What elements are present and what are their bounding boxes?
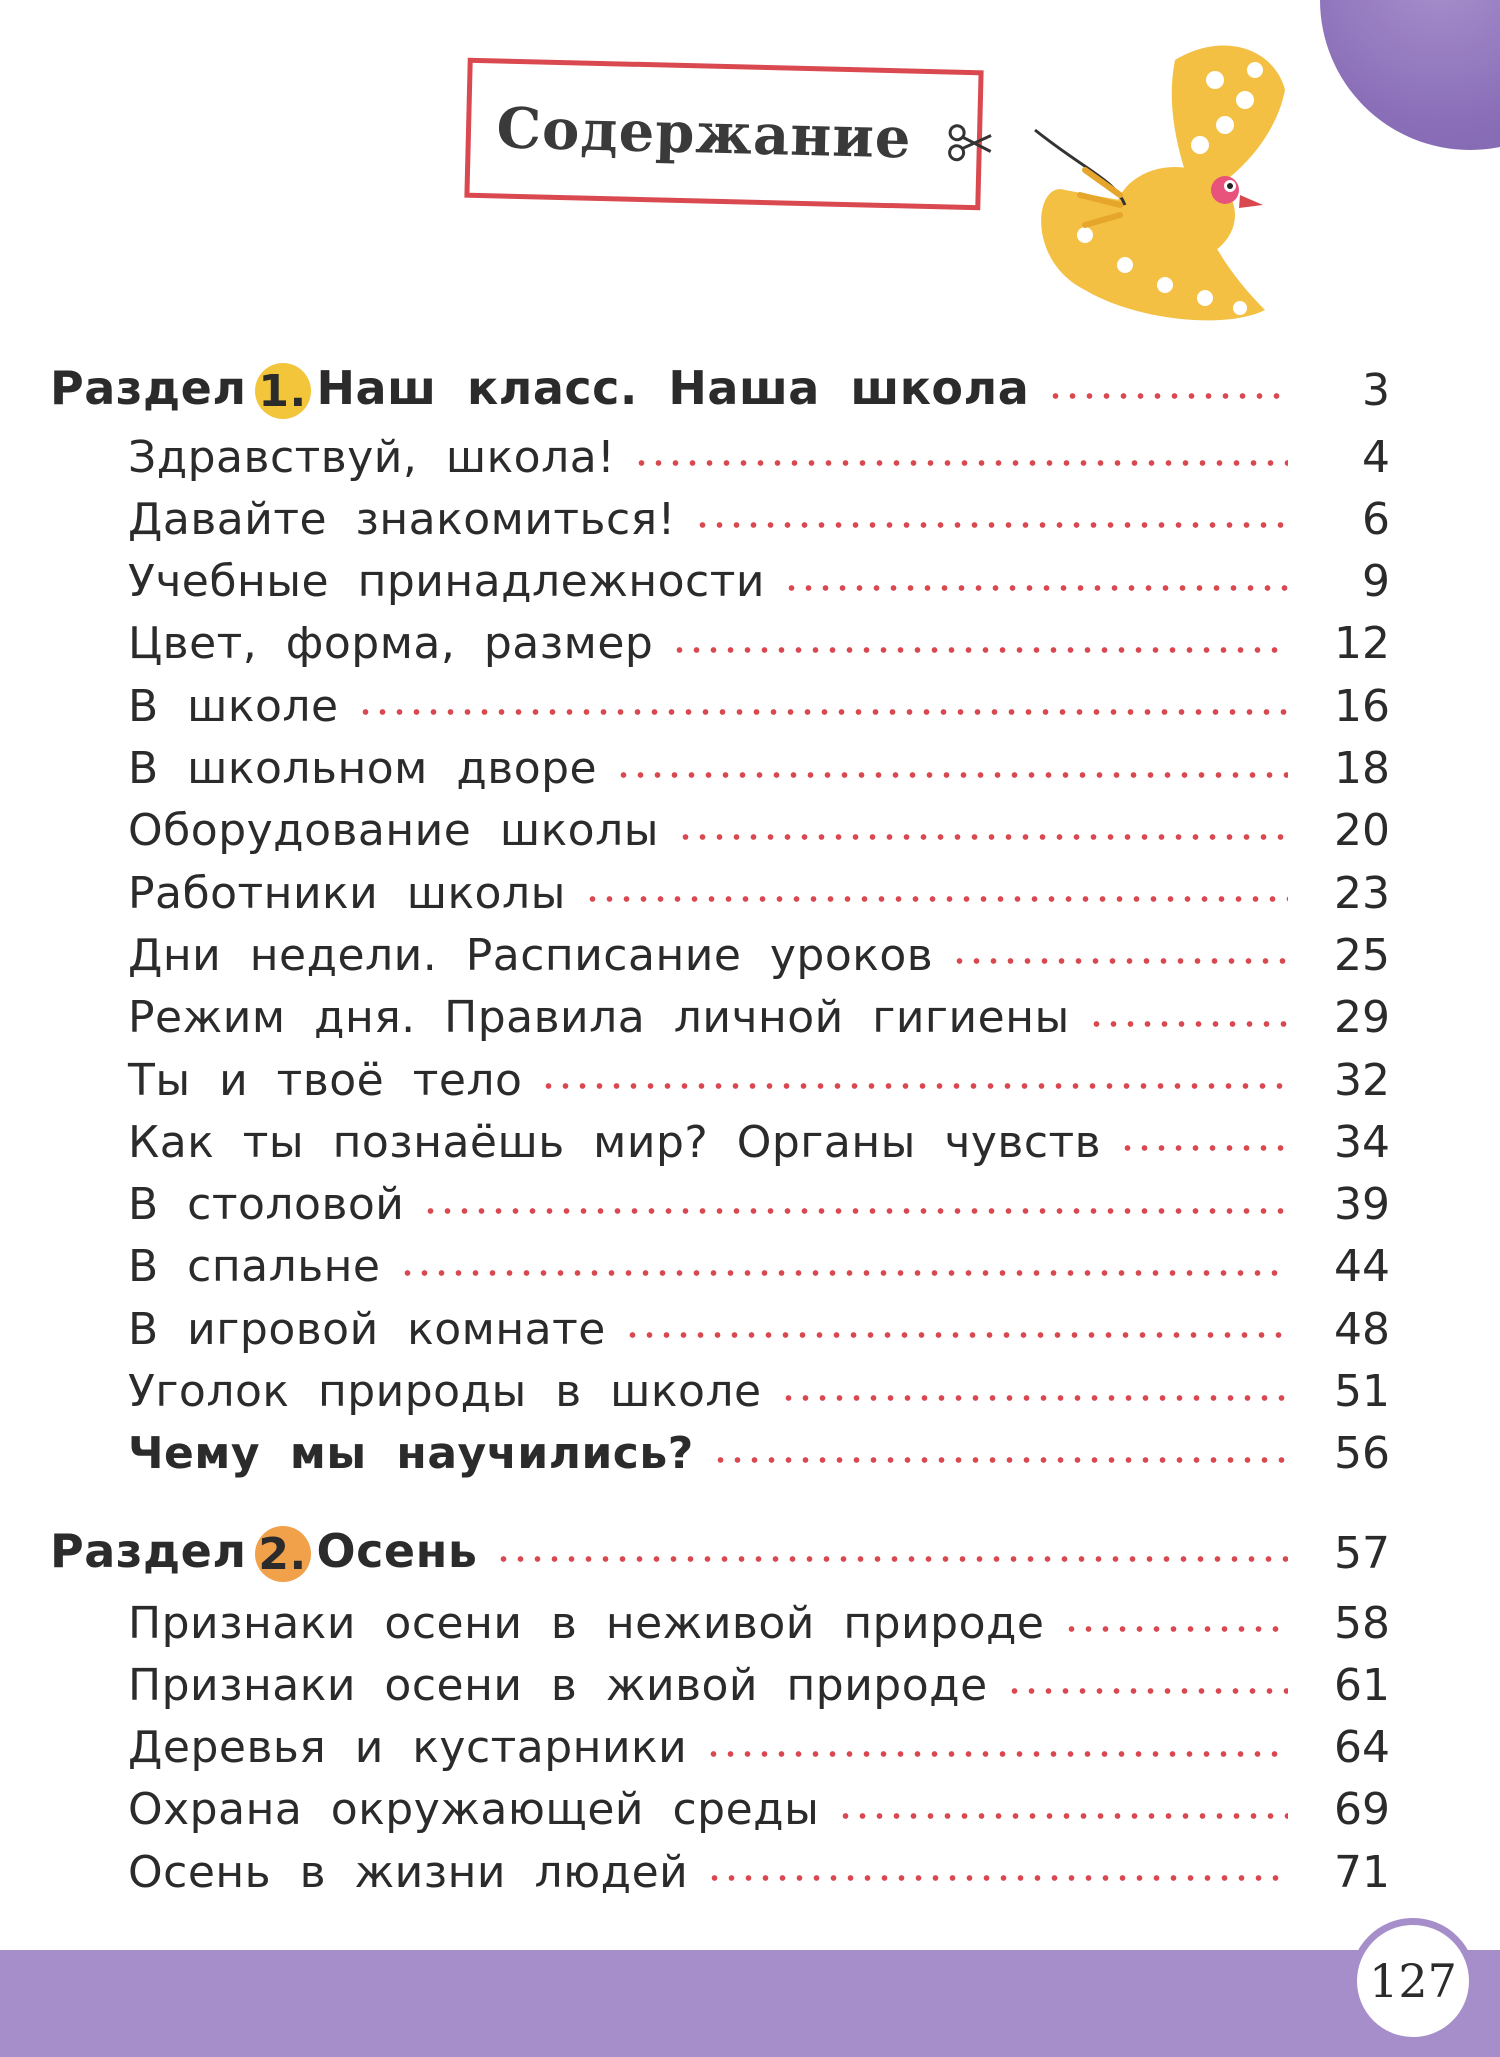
toc-entry-row bbox=[0, 1237, 1500, 1297]
toc-entry-row bbox=[0, 988, 1500, 1048]
section-number-badge: 1. bbox=[255, 363, 311, 419]
dot-leader bbox=[837, 1812, 1288, 1820]
dot-leader bbox=[705, 1750, 1288, 1758]
toc-entry-row bbox=[0, 1424, 1500, 1484]
dot-leader bbox=[712, 1456, 1288, 1464]
toc-entry-page: 32 bbox=[1334, 1054, 1390, 1106]
section-heading-row bbox=[0, 1523, 1500, 1583]
toc-entry-page: 58 bbox=[1334, 1597, 1390, 1649]
section-heading bbox=[50, 361, 1029, 420]
dot-leader bbox=[677, 833, 1288, 841]
bottom-band bbox=[0, 1950, 1500, 2057]
toc-entry-row bbox=[0, 1112, 1500, 1172]
toc-entry-label: Чему мы научились? bbox=[128, 1428, 694, 1480]
toc-entry-label: Режим дня. Правила личной гигиены bbox=[128, 992, 1070, 1044]
toc-entry-page: 20 bbox=[1334, 805, 1390, 857]
dot-leader bbox=[1047, 392, 1288, 400]
toc-entry-page: 6 bbox=[1362, 493, 1390, 545]
section-heading-row bbox=[0, 360, 1500, 420]
toc-entry-row bbox=[0, 1299, 1500, 1359]
section-title: Осень bbox=[316, 1523, 478, 1578]
toc-entry-label: В школе bbox=[128, 680, 339, 732]
toc-entry-label: Ты и твоё тело bbox=[128, 1054, 523, 1106]
dot-leader bbox=[671, 646, 1288, 654]
dot-leader bbox=[780, 1394, 1288, 1402]
dot-leader bbox=[633, 459, 1288, 467]
toc-entry-row bbox=[0, 1362, 1500, 1422]
bird-illustration bbox=[1025, 30, 1295, 350]
toc-entry-page: 25 bbox=[1334, 929, 1390, 981]
toc-entry-page: 44 bbox=[1334, 1241, 1390, 1293]
toc-entry-page: 4 bbox=[1362, 431, 1390, 483]
dot-leader bbox=[951, 957, 1288, 965]
toc-entry-label: Здравствуй, школа! bbox=[128, 431, 616, 483]
dot-leader bbox=[1119, 1144, 1288, 1152]
toc-entry-label: Охрана окружающей среды bbox=[128, 1784, 820, 1836]
toc-entry-label: В столовой bbox=[128, 1179, 405, 1231]
toc-entry-label: Осень в жизни людей bbox=[128, 1846, 689, 1898]
dot-leader bbox=[584, 895, 1288, 903]
dot-leader bbox=[694, 521, 1288, 529]
toc-entry-page: 64 bbox=[1334, 1722, 1390, 1774]
title-frame bbox=[464, 58, 983, 211]
toc-entry-row bbox=[0, 739, 1500, 799]
toc-entry-label: В спальне bbox=[128, 1241, 381, 1293]
toc-entry-page: 69 bbox=[1334, 1784, 1390, 1836]
toc-entry-label: В школьном дворе bbox=[128, 743, 598, 794]
dot-leader bbox=[540, 1082, 1288, 1090]
section-title: Наш класс. Наша школа bbox=[316, 360, 1030, 415]
dot-leader bbox=[399, 1269, 1289, 1277]
toc-entry-page: 23 bbox=[1334, 867, 1390, 919]
section-number-badge: 2. bbox=[255, 1526, 311, 1582]
toc-entry-row bbox=[0, 552, 1500, 612]
toc-entry-label: Признаки осени в живой природе bbox=[128, 1659, 988, 1711]
corner-decoration bbox=[1320, 0, 1500, 150]
toc-entry-row bbox=[0, 614, 1500, 674]
toc-entry-page: 29 bbox=[1334, 992, 1390, 1044]
scissors-icon bbox=[946, 122, 995, 163]
dot-leader bbox=[1063, 1625, 1289, 1633]
page-title: Содержание bbox=[495, 95, 913, 172]
toc-entry-page: 34 bbox=[1334, 1116, 1390, 1168]
toc-entry-page: 18 bbox=[1334, 743, 1390, 794]
section-prefix: Раздел bbox=[50, 1523, 247, 1578]
toc-entry-page: 12 bbox=[1334, 618, 1390, 670]
dot-leader bbox=[422, 1207, 1288, 1215]
toc-entry-row bbox=[0, 676, 1500, 736]
section-page-number: 57 bbox=[1334, 1527, 1390, 1579]
toc-entry-label: Признаки осени в неживой природе bbox=[128, 1597, 1045, 1649]
toc-entry-label: Работники школы bbox=[128, 867, 566, 919]
toc-entry-label: Деревья и кустарники bbox=[128, 1722, 688, 1774]
section-prefix: Раздел bbox=[50, 360, 247, 415]
toc-entry-page: 61 bbox=[1334, 1659, 1390, 1711]
toc-entry-label: В игровой комнате bbox=[128, 1303, 606, 1355]
toc-entry-row bbox=[0, 489, 1500, 549]
page-number: 127 bbox=[1369, 1954, 1457, 2008]
dot-leader bbox=[1088, 1020, 1288, 1028]
toc-entry-row bbox=[0, 863, 1500, 923]
toc-entry-page: 9 bbox=[1362, 556, 1390, 608]
toc-entry-row bbox=[0, 801, 1500, 861]
dot-leader bbox=[783, 584, 1288, 592]
dot-leader bbox=[1006, 1687, 1288, 1695]
toc-entry-label: Давайте знакомиться! bbox=[128, 493, 676, 545]
toc-entry-label: Цвет, форма, размер bbox=[128, 618, 654, 670]
toc-entry-page: 16 bbox=[1334, 680, 1390, 732]
toc-entry-page: 39 bbox=[1334, 1179, 1390, 1231]
dot-leader bbox=[706, 1874, 1288, 1882]
dot-leader bbox=[624, 1331, 1288, 1339]
page-number-badge bbox=[1350, 1918, 1476, 2044]
toc-entry-row bbox=[0, 925, 1500, 985]
toc-entry-row bbox=[0, 1780, 1500, 1840]
toc-entry-label: Учебные принадлежности bbox=[128, 556, 765, 608]
toc-entry-label: Дни недели. Расписание уроков bbox=[128, 929, 934, 981]
toc-entry-row bbox=[0, 1718, 1500, 1778]
toc-entry-row bbox=[0, 427, 1500, 487]
toc-entry-row bbox=[0, 1050, 1500, 1110]
dot-leader bbox=[615, 771, 1288, 779]
toc-entry-row bbox=[0, 1842, 1500, 1902]
toc-entry-label: Уголок природы в школе bbox=[128, 1366, 762, 1417]
toc-entry-row bbox=[0, 1175, 1500, 1235]
section-page-number: 3 bbox=[1362, 364, 1390, 416]
toc-entry-label: Как ты познаёшь мир? Органы чувств bbox=[128, 1116, 1102, 1168]
toc-entry-label: Оборудование школы bbox=[128, 805, 659, 857]
dot-leader bbox=[357, 708, 1288, 716]
toc-entry-row bbox=[0, 1655, 1500, 1715]
dot-leader bbox=[495, 1555, 1288, 1563]
toc-entry-page: 51 bbox=[1334, 1366, 1390, 1417]
toc-entry-page: 56 bbox=[1334, 1428, 1390, 1480]
section-heading bbox=[50, 1524, 477, 1583]
toc-entry-row bbox=[0, 1593, 1500, 1653]
toc-entry-page: 71 bbox=[1334, 1846, 1390, 1898]
toc-entry-page: 48 bbox=[1334, 1303, 1390, 1355]
